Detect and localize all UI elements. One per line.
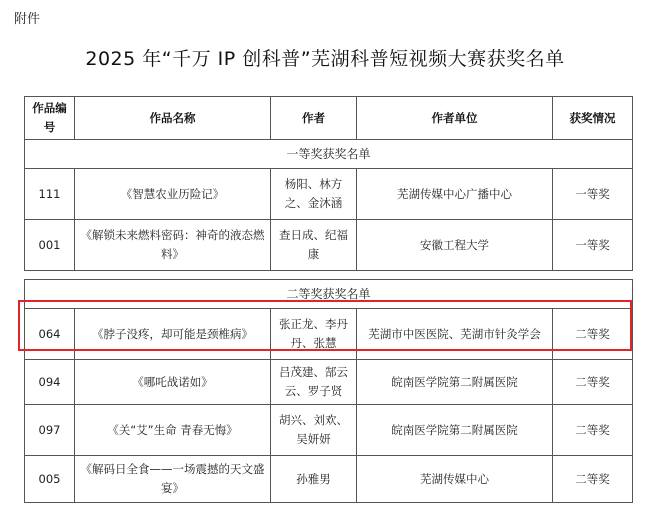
cell-award: 一等奖 — [553, 220, 633, 271]
attachment-label: 附件 — [14, 12, 41, 27]
cell-work-name: 《解锁未来燃料密码：神奇的液态燃料》 — [75, 220, 271, 271]
table-row — [25, 360, 633, 405]
section-gap — [25, 271, 633, 280]
cell-work-name: 《解码日全食——一场震撼的天文盛宴》 — [75, 456, 271, 503]
cell-unit: 皖南医学院第二附属医院 — [357, 360, 553, 405]
header-unit: 作者单位 — [357, 97, 553, 140]
header-id: 作品编号 — [25, 97, 75, 140]
cell-award: 二等奖 — [553, 309, 633, 360]
section-title: 二等奖获奖名单 — [25, 280, 633, 309]
header-award: 获奖情况 — [553, 97, 633, 140]
cell-authors: 吕茂建、郜云云、罗子贤 — [271, 360, 357, 405]
cell-id: 064 — [25, 309, 75, 360]
header-work-name: 作品名称 — [75, 97, 271, 140]
table-row — [25, 220, 633, 271]
cell-unit: 芜湖传媒中心广播中心 — [357, 169, 553, 220]
cell-id: 111 — [25, 169, 75, 220]
cell-authors: 杨阳、林方之、金沐涵 — [271, 169, 357, 220]
cell-award: 二等奖 — [553, 405, 633, 456]
section-gap-cell — [25, 271, 633, 280]
table-row — [25, 309, 633, 360]
cell-award: 二等奖 — [553, 456, 633, 503]
cell-work-name: 《关“艾”生命 青春无悔》 — [75, 405, 271, 456]
document-title: 2025 年“千万 IP 创科普”芜湖科普短视频大赛获奖名单 — [85, 48, 565, 70]
table-row — [25, 405, 633, 456]
cell-id: 097 — [25, 405, 75, 456]
cell-unit: 芜湖传媒中心 — [357, 456, 553, 503]
cell-work-name: 《脖子没疼，却可能是颈椎病》 — [75, 309, 271, 360]
cell-unit: 芜湖市中医医院、芜湖市针灸学会 — [357, 309, 553, 360]
header-authors: 作者 — [271, 97, 357, 140]
cell-award: 二等奖 — [553, 360, 633, 405]
section-second-prize — [25, 280, 633, 309]
table-row — [25, 169, 633, 220]
cell-id: 001 — [25, 220, 75, 271]
cell-unit: 安徽工程大学 — [357, 220, 553, 271]
cell-authors: 孙雅男 — [271, 456, 357, 503]
cell-id: 094 — [25, 360, 75, 405]
table-row — [25, 456, 633, 503]
cell-award: 一等奖 — [553, 169, 633, 220]
cell-work-name: 《哪吒战诺如》 — [75, 360, 271, 405]
cell-authors: 胡兴、刘欢、吴妍妍 — [271, 405, 357, 456]
cell-authors: 查日成、纪福康 — [271, 220, 357, 271]
section-title: 一等奖获奖名单 — [25, 140, 633, 169]
section-first-prize — [25, 140, 633, 169]
award-table — [24, 96, 633, 503]
cell-id: 005 — [25, 456, 75, 503]
table-header-row — [25, 97, 633, 140]
cell-work-name: 《智慧农业历险记》 — [75, 169, 271, 220]
cell-unit: 皖南医学院第二附属医院 — [357, 405, 553, 456]
cell-authors: 张正龙、李丹丹、张慧 — [271, 309, 357, 360]
